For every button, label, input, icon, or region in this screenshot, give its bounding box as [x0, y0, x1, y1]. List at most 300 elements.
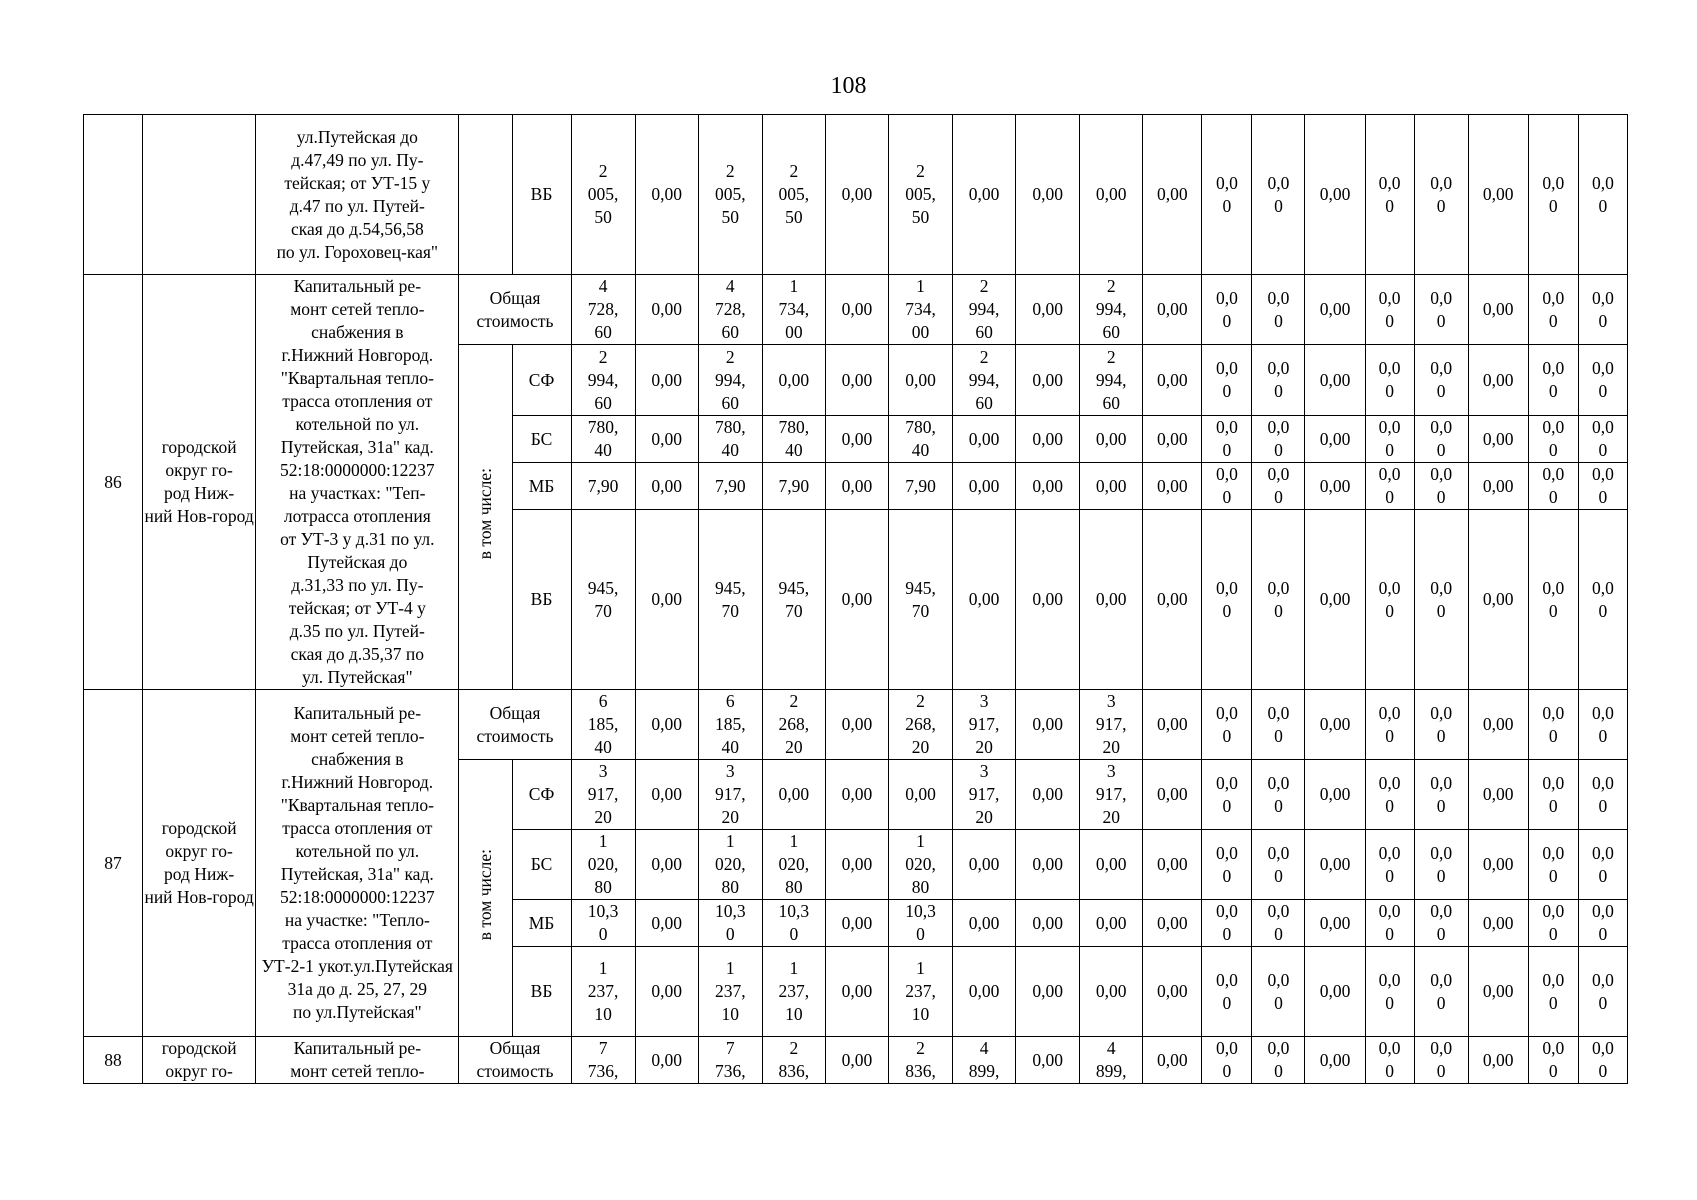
amount-line: 0,00 — [905, 784, 936, 804]
amount-line: 0 — [1598, 195, 1608, 216]
amount-line: 0,0 — [1267, 417, 1290, 437]
amount-cell — [1468, 510, 1528, 690]
amount-line: 0 — [1222, 924, 1232, 944]
amount-line: 2 — [916, 161, 925, 181]
amount-line: 80 — [911, 877, 930, 897]
amount-cell — [1528, 830, 1578, 900]
amount-line: 0,0 — [1378, 772, 1401, 793]
amount-cell — [888, 463, 952, 510]
amount-line: 0,00 — [651, 912, 682, 933]
amount-line: 0 — [1436, 924, 1446, 944]
amount-line: 0,0 — [1542, 1038, 1565, 1058]
description-line: котельной по ул. — [295, 841, 420, 861]
description-line: кот.ул.Путейская — [327, 956, 453, 976]
amount-line: 2 — [916, 691, 925, 711]
amount-cell — [953, 275, 1016, 345]
amount-line: 0,00 — [651, 714, 682, 734]
amount-line: 70 — [594, 600, 612, 621]
amount-line: 994, — [714, 369, 746, 390]
amount-cell — [1414, 947, 1468, 1037]
amount-line: 0,00 — [1319, 714, 1351, 734]
table-row — [84, 1037, 1628, 1084]
amount-cell — [1143, 760, 1202, 830]
amount-cell — [635, 510, 698, 690]
fund-cell: МБ — [512, 463, 571, 510]
amount-cell — [1252, 760, 1305, 830]
amount-cell — [571, 463, 635, 510]
amount-cell — [1528, 463, 1578, 510]
amount-line: 0 — [1436, 487, 1446, 507]
amount-cell — [1414, 275, 1468, 345]
amount-line: 0,0 — [1542, 969, 1565, 990]
row-number-cell: 87 — [84, 690, 143, 1037]
amount-line: 0 — [1385, 440, 1394, 460]
amount-line: 0 — [1222, 195, 1232, 216]
amount-line: 0,0 — [1215, 772, 1238, 793]
amount-line: 0 — [1548, 992, 1558, 1013]
amount-line: 0,0 — [1430, 287, 1453, 308]
municipality-line: городской — [161, 1038, 237, 1058]
amount-line: 0 — [1274, 992, 1283, 1013]
amount-line: 0,0 — [1378, 577, 1401, 598]
amount-line: 0,00 — [1032, 912, 1063, 933]
amount-line: 0,00 — [1157, 981, 1188, 1001]
amount-cell — [888, 830, 952, 900]
amount-cell — [1365, 416, 1414, 463]
fund-cell: ВБ — [512, 115, 571, 275]
amount-cell — [1080, 275, 1143, 345]
description-line: Капитальный ре- — [293, 1038, 422, 1058]
amount-line: 20 — [975, 807, 993, 827]
amount-line: 0,00 — [1482, 912, 1514, 933]
amount-line: 0,0 — [1542, 577, 1565, 598]
amount-cell — [1414, 416, 1468, 463]
description-line: ская до д.54,56,58 — [290, 218, 424, 239]
amount-line: 0,00 — [1095, 184, 1127, 204]
amount-cell — [1305, 275, 1365, 345]
total-label-line: стоимость — [476, 725, 554, 746]
total-label-line: Общая — [489, 1038, 541, 1058]
budget-table — [83, 114, 1628, 1084]
amount-line: 185, — [714, 714, 746, 734]
amount-cell — [1016, 900, 1080, 947]
description-line: Путейская до — [307, 552, 408, 572]
amount-cell — [635, 760, 698, 830]
amount-cell — [1365, 275, 1414, 345]
amount-cell — [1578, 690, 1627, 760]
description-cell — [256, 1037, 459, 1084]
amount-line: 0,0 — [1591, 772, 1614, 793]
amount-line: 994, — [587, 369, 619, 390]
municipality-line: округ го- — [165, 1061, 233, 1081]
amount-line: 0 — [1222, 487, 1232, 507]
amount-line: 0 — [1598, 600, 1608, 621]
amount-cell — [698, 345, 762, 416]
description-line: снабжения в — [311, 322, 404, 342]
amount-line: 0,00 — [651, 475, 682, 496]
amount-cell — [571, 1037, 635, 1084]
amount-line: 0,0 — [1591, 842, 1614, 863]
fund-cell: МБ — [512, 900, 571, 947]
amount-line: 0 — [1385, 795, 1394, 816]
amount-cell — [825, 115, 888, 275]
amount-line: 0 — [1598, 924, 1608, 944]
amount-cell — [1578, 510, 1627, 690]
amount-cell — [1305, 510, 1365, 690]
amount-cell — [1365, 345, 1414, 416]
amount-line: 60 — [975, 322, 993, 342]
amount-line: 0,0 — [1542, 287, 1565, 308]
amount-line: 0 — [725, 924, 735, 944]
description-line: г.Нижний Новгород. — [281, 772, 434, 792]
amount-line: 0,00 — [841, 981, 873, 1001]
amount-cell — [825, 690, 888, 760]
amount-cell — [1305, 900, 1365, 947]
amount-cell — [762, 115, 825, 275]
amount-line: 0,00 — [1032, 981, 1063, 1001]
amount-line: 0 — [1274, 381, 1283, 401]
amount-cell — [635, 115, 698, 275]
amount-cell — [1202, 275, 1252, 345]
amount-line: 020, — [714, 854, 746, 874]
amount-cell — [1016, 510, 1080, 690]
description-line: ская до д.35,37 по — [290, 644, 425, 664]
description-line: тейская; от УТ-15 у — [284, 172, 431, 193]
amount-line: 0 — [1548, 195, 1558, 216]
amount-cell — [1528, 115, 1578, 275]
amount-line: 994, — [968, 299, 1000, 319]
amount-line: 0,00 — [651, 184, 682, 204]
amount-line: 0,0 — [1267, 358, 1290, 378]
amount-cell — [825, 510, 888, 690]
amount-line: 0 — [1598, 725, 1608, 746]
municipality-cell — [143, 690, 256, 1037]
amount-cell — [698, 115, 762, 275]
amount-line: 0,0 — [1430, 577, 1453, 598]
amount-cell — [953, 830, 1016, 900]
amount-line: 0 — [1385, 924, 1394, 944]
amount-cell — [1528, 760, 1578, 830]
amount-cell — [1305, 463, 1365, 510]
municipality-line: ний Нов- — [144, 887, 213, 907]
amount-cell — [635, 690, 698, 760]
amount-line: 0,0 — [1215, 417, 1238, 437]
amount-line: 3 — [979, 691, 989, 711]
amount-cell — [1080, 345, 1143, 416]
amount-line: 994, — [1095, 299, 1127, 319]
amount-line: 0 — [1385, 195, 1394, 216]
amount-line: 4 — [598, 276, 608, 296]
description-line: г.Нижний Новгород. — [281, 345, 434, 365]
description-line: д.47 по ул. Путей- — [289, 195, 425, 216]
amount-line: 0 — [1222, 1061, 1232, 1081]
table-row — [84, 115, 1628, 275]
amount-line: 10,3 — [905, 901, 936, 921]
amount-line: 1 — [789, 831, 799, 851]
amount-line: 0,00 — [905, 369, 936, 390]
amount-cell — [1414, 510, 1468, 690]
amount-line: 0,00 — [968, 854, 1000, 874]
amount-line: 728, — [714, 299, 746, 319]
amount-cell — [825, 416, 888, 463]
amount-cell — [1016, 345, 1080, 416]
amount-line: 0,00 — [1319, 784, 1351, 804]
amount-cell — [1016, 947, 1080, 1037]
amount-line: 0,0 — [1591, 358, 1614, 378]
description-line: трасса отопления от — [282, 818, 433, 838]
description-line: котельной по ул. — [295, 414, 420, 434]
description-line: 31а до д. 25, 27, 29 — [287, 979, 427, 999]
amount-line: 0,00 — [968, 428, 1000, 449]
amount-line: 0 — [1598, 487, 1608, 507]
description-line: ул. Путейская" — [302, 667, 413, 687]
amount-line: 0,0 — [1215, 287, 1238, 308]
amount-line: 0,00 — [1482, 184, 1514, 204]
amount-cell — [1528, 416, 1578, 463]
amount-line: 0,00 — [1157, 784, 1188, 804]
amount-cell — [1080, 510, 1143, 690]
amount-cell — [1080, 416, 1143, 463]
amount-cell — [1578, 830, 1627, 900]
amount-cell — [953, 900, 1016, 947]
amount-line: 0,0 — [1267, 172, 1290, 193]
amount-line: 0,00 — [651, 854, 682, 874]
amount-line: 0,00 — [1095, 475, 1127, 496]
amount-line: 6 — [725, 691, 735, 711]
amount-line: 0 — [1436, 195, 1446, 216]
amount-line: 10 — [594, 1004, 612, 1024]
amount-cell — [1143, 830, 1202, 900]
amount-line: 0,00 — [1157, 912, 1188, 933]
amount-line: 0,00 — [841, 475, 873, 496]
amount-line: 0 — [789, 924, 799, 944]
amount-line: 0,00 — [1032, 854, 1063, 874]
amount-line: 0 — [1274, 600, 1283, 621]
amount-line: 0,0 — [1378, 417, 1401, 437]
amount-line: 0,0 — [1542, 842, 1565, 863]
description-line: Путейская, 31а" кад. — [280, 864, 434, 884]
amount-line: 10,3 — [778, 901, 810, 921]
amount-cell — [1468, 830, 1528, 900]
amount-line: 0,00 — [651, 428, 682, 449]
amount-line: 10,3 — [714, 901, 746, 921]
amount-line: 0,00 — [1157, 428, 1188, 449]
amount-cell — [1528, 1037, 1578, 1084]
amount-cell — [1080, 115, 1143, 275]
amount-line: 0,00 — [1032, 184, 1063, 204]
amount-cell — [1414, 463, 1468, 510]
amount-line: 0 — [1436, 992, 1446, 1013]
amount-cell — [1365, 690, 1414, 760]
amount-cell — [1202, 900, 1252, 947]
amount-cell — [1305, 760, 1365, 830]
amount-cell — [762, 345, 825, 416]
amount-line: 0 — [1548, 381, 1558, 401]
description-line: трасса отопления от — [282, 933, 433, 953]
amount-line: 80 — [594, 877, 612, 897]
amount-line: 7,90 — [714, 475, 746, 496]
amount-cell — [635, 416, 698, 463]
amount-cell — [762, 416, 825, 463]
amount-line: 237, — [905, 981, 936, 1001]
amount-cell — [698, 760, 762, 830]
amount-line: 0 — [1548, 725, 1558, 746]
amount-line: 0,00 — [841, 714, 873, 734]
amount-line: 0,00 — [1482, 981, 1514, 1001]
amount-cell — [1528, 345, 1578, 416]
amount-cell — [1468, 275, 1528, 345]
amount-line: 20 — [721, 807, 740, 827]
amount-line: 005, — [905, 184, 936, 204]
municipality-line: городской — [161, 818, 237, 838]
amount-line: 80 — [721, 877, 740, 897]
fund-cell: ВБ — [512, 510, 571, 690]
amount-line: 0,0 — [1542, 417, 1565, 437]
amount-cell — [1143, 510, 1202, 690]
amount-cell — [571, 830, 635, 900]
amount-cell — [1414, 690, 1468, 760]
amount-line: 917, — [1095, 784, 1127, 804]
amount-cell — [1365, 510, 1414, 690]
amount-cell — [1202, 416, 1252, 463]
amount-line: 0,00 — [651, 981, 682, 1001]
amount-cell — [1365, 1037, 1414, 1084]
amount-line: 0,0 — [1215, 172, 1238, 193]
amount-cell — [1468, 416, 1528, 463]
amount-line: 0,00 — [841, 1049, 873, 1070]
amount-line: 0 — [916, 924, 925, 944]
amount-line: 0,00 — [1482, 299, 1514, 319]
amount-line: 0 — [1598, 992, 1608, 1013]
amount-line: 20 — [975, 737, 993, 757]
amount-line: 0 — [1274, 725, 1283, 746]
amount-line: 1 — [916, 276, 925, 296]
amount-cell — [1414, 115, 1468, 275]
amount-cell — [1016, 416, 1080, 463]
amount-cell — [1143, 1037, 1202, 1084]
amount-line: 0,0 — [1430, 901, 1453, 921]
amount-cell — [1305, 345, 1365, 416]
description-line: снабжения в — [311, 749, 404, 769]
amount-line: 0,00 — [1095, 428, 1127, 449]
amount-line: 1 — [598, 958, 608, 978]
amount-line: 1 — [789, 276, 799, 296]
amount-cell — [1468, 1037, 1528, 1084]
amount-line: 0 — [1385, 487, 1394, 507]
total-label-line: Общая — [489, 702, 541, 723]
amount-line: 0 — [1385, 725, 1394, 746]
amount-line: 0,0 — [1430, 702, 1453, 723]
description-cell — [256, 115, 459, 275]
amount-line: 0,00 — [1482, 369, 1514, 390]
municipality-cell — [143, 1037, 256, 1084]
amount-line: 20 — [1102, 807, 1120, 827]
amount-cell — [571, 115, 635, 275]
amount-cell — [888, 690, 952, 760]
amount-line: 0,0 — [1430, 842, 1453, 863]
amount-cell — [1414, 830, 1468, 900]
amount-cell — [1143, 900, 1202, 947]
amount-cell — [1365, 115, 1414, 275]
amount-line: 0,00 — [1095, 912, 1127, 933]
amount-cell — [698, 463, 762, 510]
amount-line: 60 — [1102, 392, 1120, 413]
fund-cell: СФ — [512, 760, 571, 830]
amount-line: 237, — [714, 981, 746, 1001]
amount-line: 0,00 — [841, 854, 873, 874]
amount-cell — [825, 900, 888, 947]
amount-line: 0,00 — [1319, 428, 1351, 449]
description-line: Капитальный ре- — [293, 276, 422, 296]
amount-line: 0,0 — [1591, 901, 1614, 921]
amount-line: 0 — [1274, 487, 1283, 507]
municipality-line: город — [212, 887, 254, 907]
amount-line: 20 — [1102, 737, 1120, 757]
including-label: в том числе: — [474, 468, 495, 560]
amount-line: 780, — [714, 417, 746, 437]
amount-line: 0,0 — [1378, 901, 1401, 921]
amount-line: 0,00 — [841, 184, 873, 204]
including-label-cell — [459, 345, 512, 690]
amount-line: 10 — [911, 1004, 930, 1024]
amount-line: 0,00 — [778, 369, 810, 390]
amount-line: 2 — [1106, 346, 1116, 367]
amount-cell — [953, 416, 1016, 463]
amount-line: 60 — [594, 322, 612, 342]
municipality-line: ний Нов- — [144, 506, 213, 526]
amount-cell — [1202, 510, 1252, 690]
amount-line: 3 — [725, 761, 735, 781]
amount-line: 0,0 — [1430, 172, 1453, 193]
amount-line: 40 — [785, 440, 803, 460]
amount-line: 0,00 — [1482, 854, 1514, 874]
amount-cell — [1252, 690, 1305, 760]
amount-cell — [1414, 345, 1468, 416]
total-label-line: стоимость — [476, 310, 554, 331]
amount-cell — [825, 830, 888, 900]
amount-line: 0,00 — [1095, 854, 1127, 874]
description-line: "Квартальная тепло- — [280, 368, 434, 388]
amount-cell — [698, 275, 762, 345]
description-line: д.31,33 по ул. Пу- — [291, 575, 424, 595]
municipality-line: округ го- — [165, 841, 233, 861]
amount-cell — [1578, 947, 1627, 1037]
amount-cell — [1305, 947, 1365, 1037]
amount-line: 0,0 — [1378, 287, 1401, 308]
amount-line: 0,00 — [841, 369, 873, 390]
amount-cell — [1468, 760, 1528, 830]
amount-line: 0,0 — [1542, 172, 1565, 193]
amount-line: 0,00 — [1319, 184, 1351, 204]
amount-line: 0 — [1222, 992, 1232, 1013]
amount-cell — [888, 947, 952, 1037]
amount-line: 0,0 — [1591, 1038, 1614, 1058]
row-number-cell: 88 — [84, 1037, 143, 1084]
amount-line: 00 — [785, 322, 803, 342]
table-row — [84, 275, 1628, 345]
total-cost-label — [459, 690, 571, 760]
amount-line: 0,0 — [1378, 702, 1401, 723]
amount-line: 3 — [1106, 691, 1116, 711]
amount-line: 0,00 — [1157, 475, 1188, 496]
amount-cell — [888, 416, 952, 463]
amount-line: 0 — [1598, 381, 1608, 401]
amount-line: 0,0 — [1267, 901, 1290, 921]
amount-line: 945, — [714, 577, 746, 598]
description-line: Капитальный ре- — [293, 703, 422, 723]
amount-line: 0,00 — [1157, 369, 1188, 390]
amount-cell — [1252, 115, 1305, 275]
